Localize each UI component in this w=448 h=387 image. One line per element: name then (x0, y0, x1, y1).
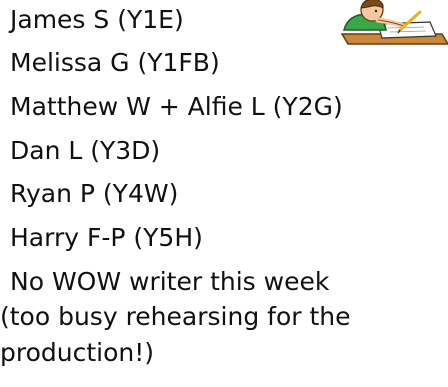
list-item: Matthew W + Alfie L (Y2G) (10, 92, 343, 121)
list-item: No WOW writer this week (10, 267, 330, 296)
list-item: Dan L (Y3D) (10, 136, 161, 165)
list-item: James S (Y1E) (10, 5, 184, 34)
list-item: Melissa G (Y1FB) (10, 48, 220, 77)
list-item: (too busy rehearsing for the (0, 302, 351, 331)
list-item: Harry F-P (Y5H) (10, 223, 203, 252)
list-item: production!) (0, 338, 155, 367)
child-writing-icon (338, 0, 448, 50)
list-item: Ryan P (Y4W) (10, 179, 179, 208)
